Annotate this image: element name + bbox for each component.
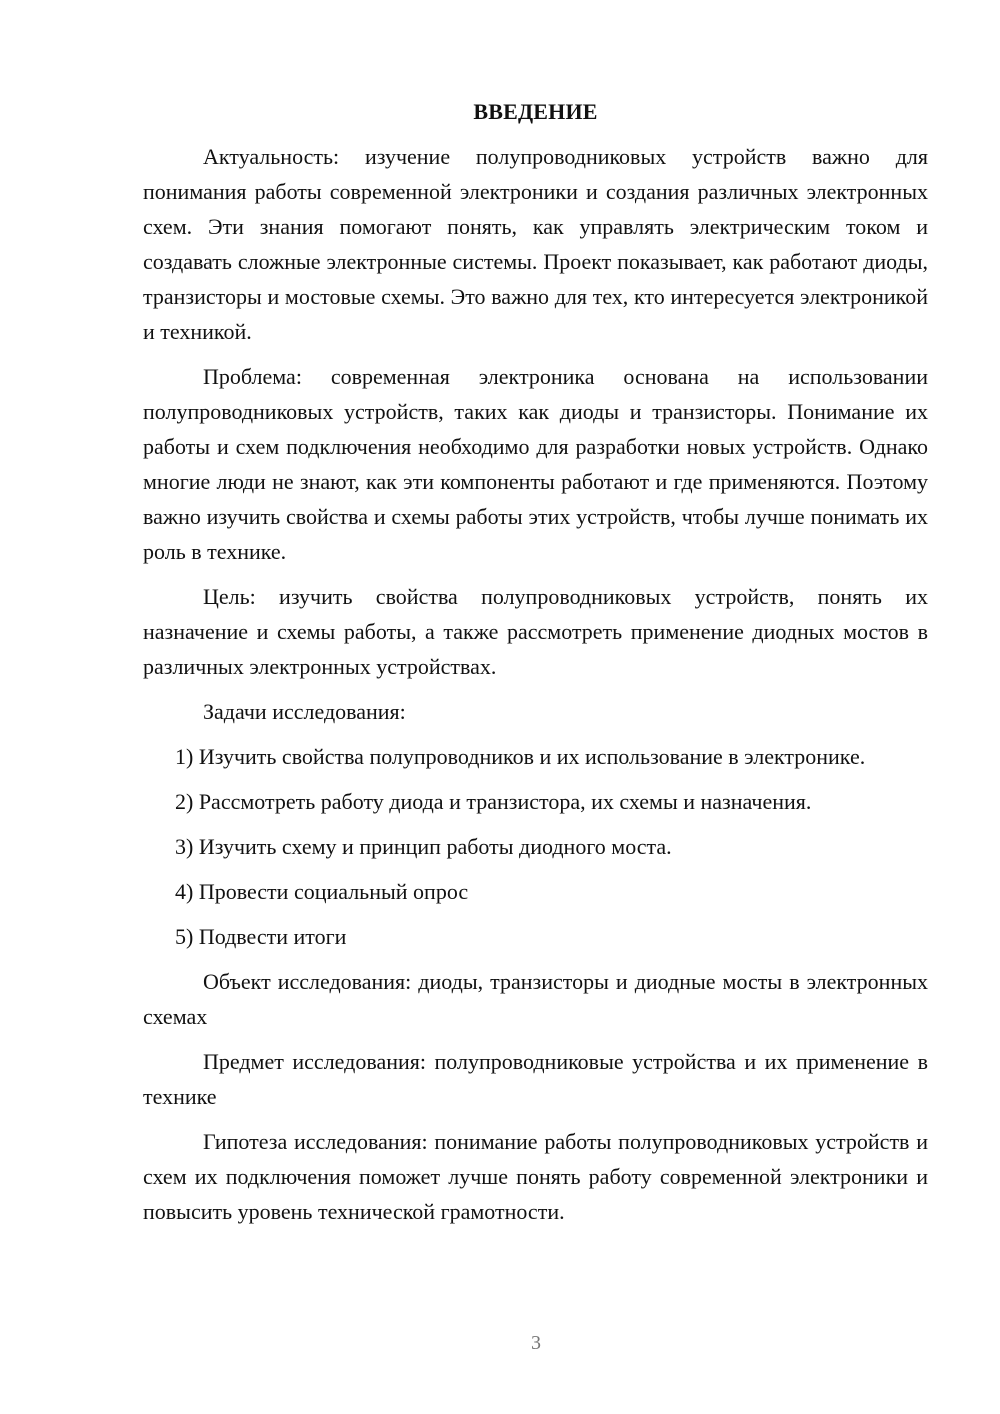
tasks-title: Задачи исследования:	[203, 699, 406, 724]
task-item: 2) Рассмотреть работу диода и транзистора, их схемы и назначения.	[175, 789, 812, 814]
hypothesis-paragraph: Гипотеза исследования: понимание работы полупроводниковых устройств и схем их подключения поможет лучше понять работу современной электроники и повысить уровень технической грамотности.	[143, 1129, 928, 1224]
section-heading: ВВЕДЕНИЕ	[473, 99, 598, 124]
task-item: 5) Подвести итоги	[175, 924, 347, 949]
goal-paragraph: Цель: изучить свойства полупроводниковых устройств, понять их назначение и схемы работы, а также рассмотреть применение диодных мостов в различных электронных устройствах.	[143, 584, 928, 679]
subject-paragraph: Предмет исследования: полупроводниковые устройства и их применение в технике	[143, 1049, 928, 1109]
document-body	[143, 94, 928, 1239]
task-item: 4) Провести социальный опрос	[175, 879, 469, 904]
object-paragraph: Объект исследования: диоды, транзисторы и диодные мосты в электронных схемах	[143, 969, 928, 1029]
relevance-paragraph: Актуальность: изучение полупроводниковых устройств важно для понимания работы современной электроники и создания различных электронных схем. Эти знания помогают понять, как управлять электрическим током и создавать сложные электронные системы. Проект показывает, как работают диоды, транзисторы и мостовые схемы. Это важно для тех, кто интересуется электроникой и техникой.	[143, 144, 928, 344]
page-number: 3	[531, 1332, 541, 1354]
problem-paragraph: Проблема: современная электроника основана на использовании полупроводниковых устройств, таких как диоды и транзисторы. Понимание их работы и схем подключения необходимо для разработки новых устройств. Однако многие люди не знают, как эти компоненты работают и где применяются. Поэтому важно изучить свойства и схемы работы этих устройств, чтобы лучше понимать их роль в технике.	[143, 364, 928, 564]
task-item: 1) Изучить свойства полупроводников и их использование в электронике.	[175, 744, 866, 769]
task-item: 3) Изучить схему и принцип работы диодного моста.	[175, 834, 672, 859]
